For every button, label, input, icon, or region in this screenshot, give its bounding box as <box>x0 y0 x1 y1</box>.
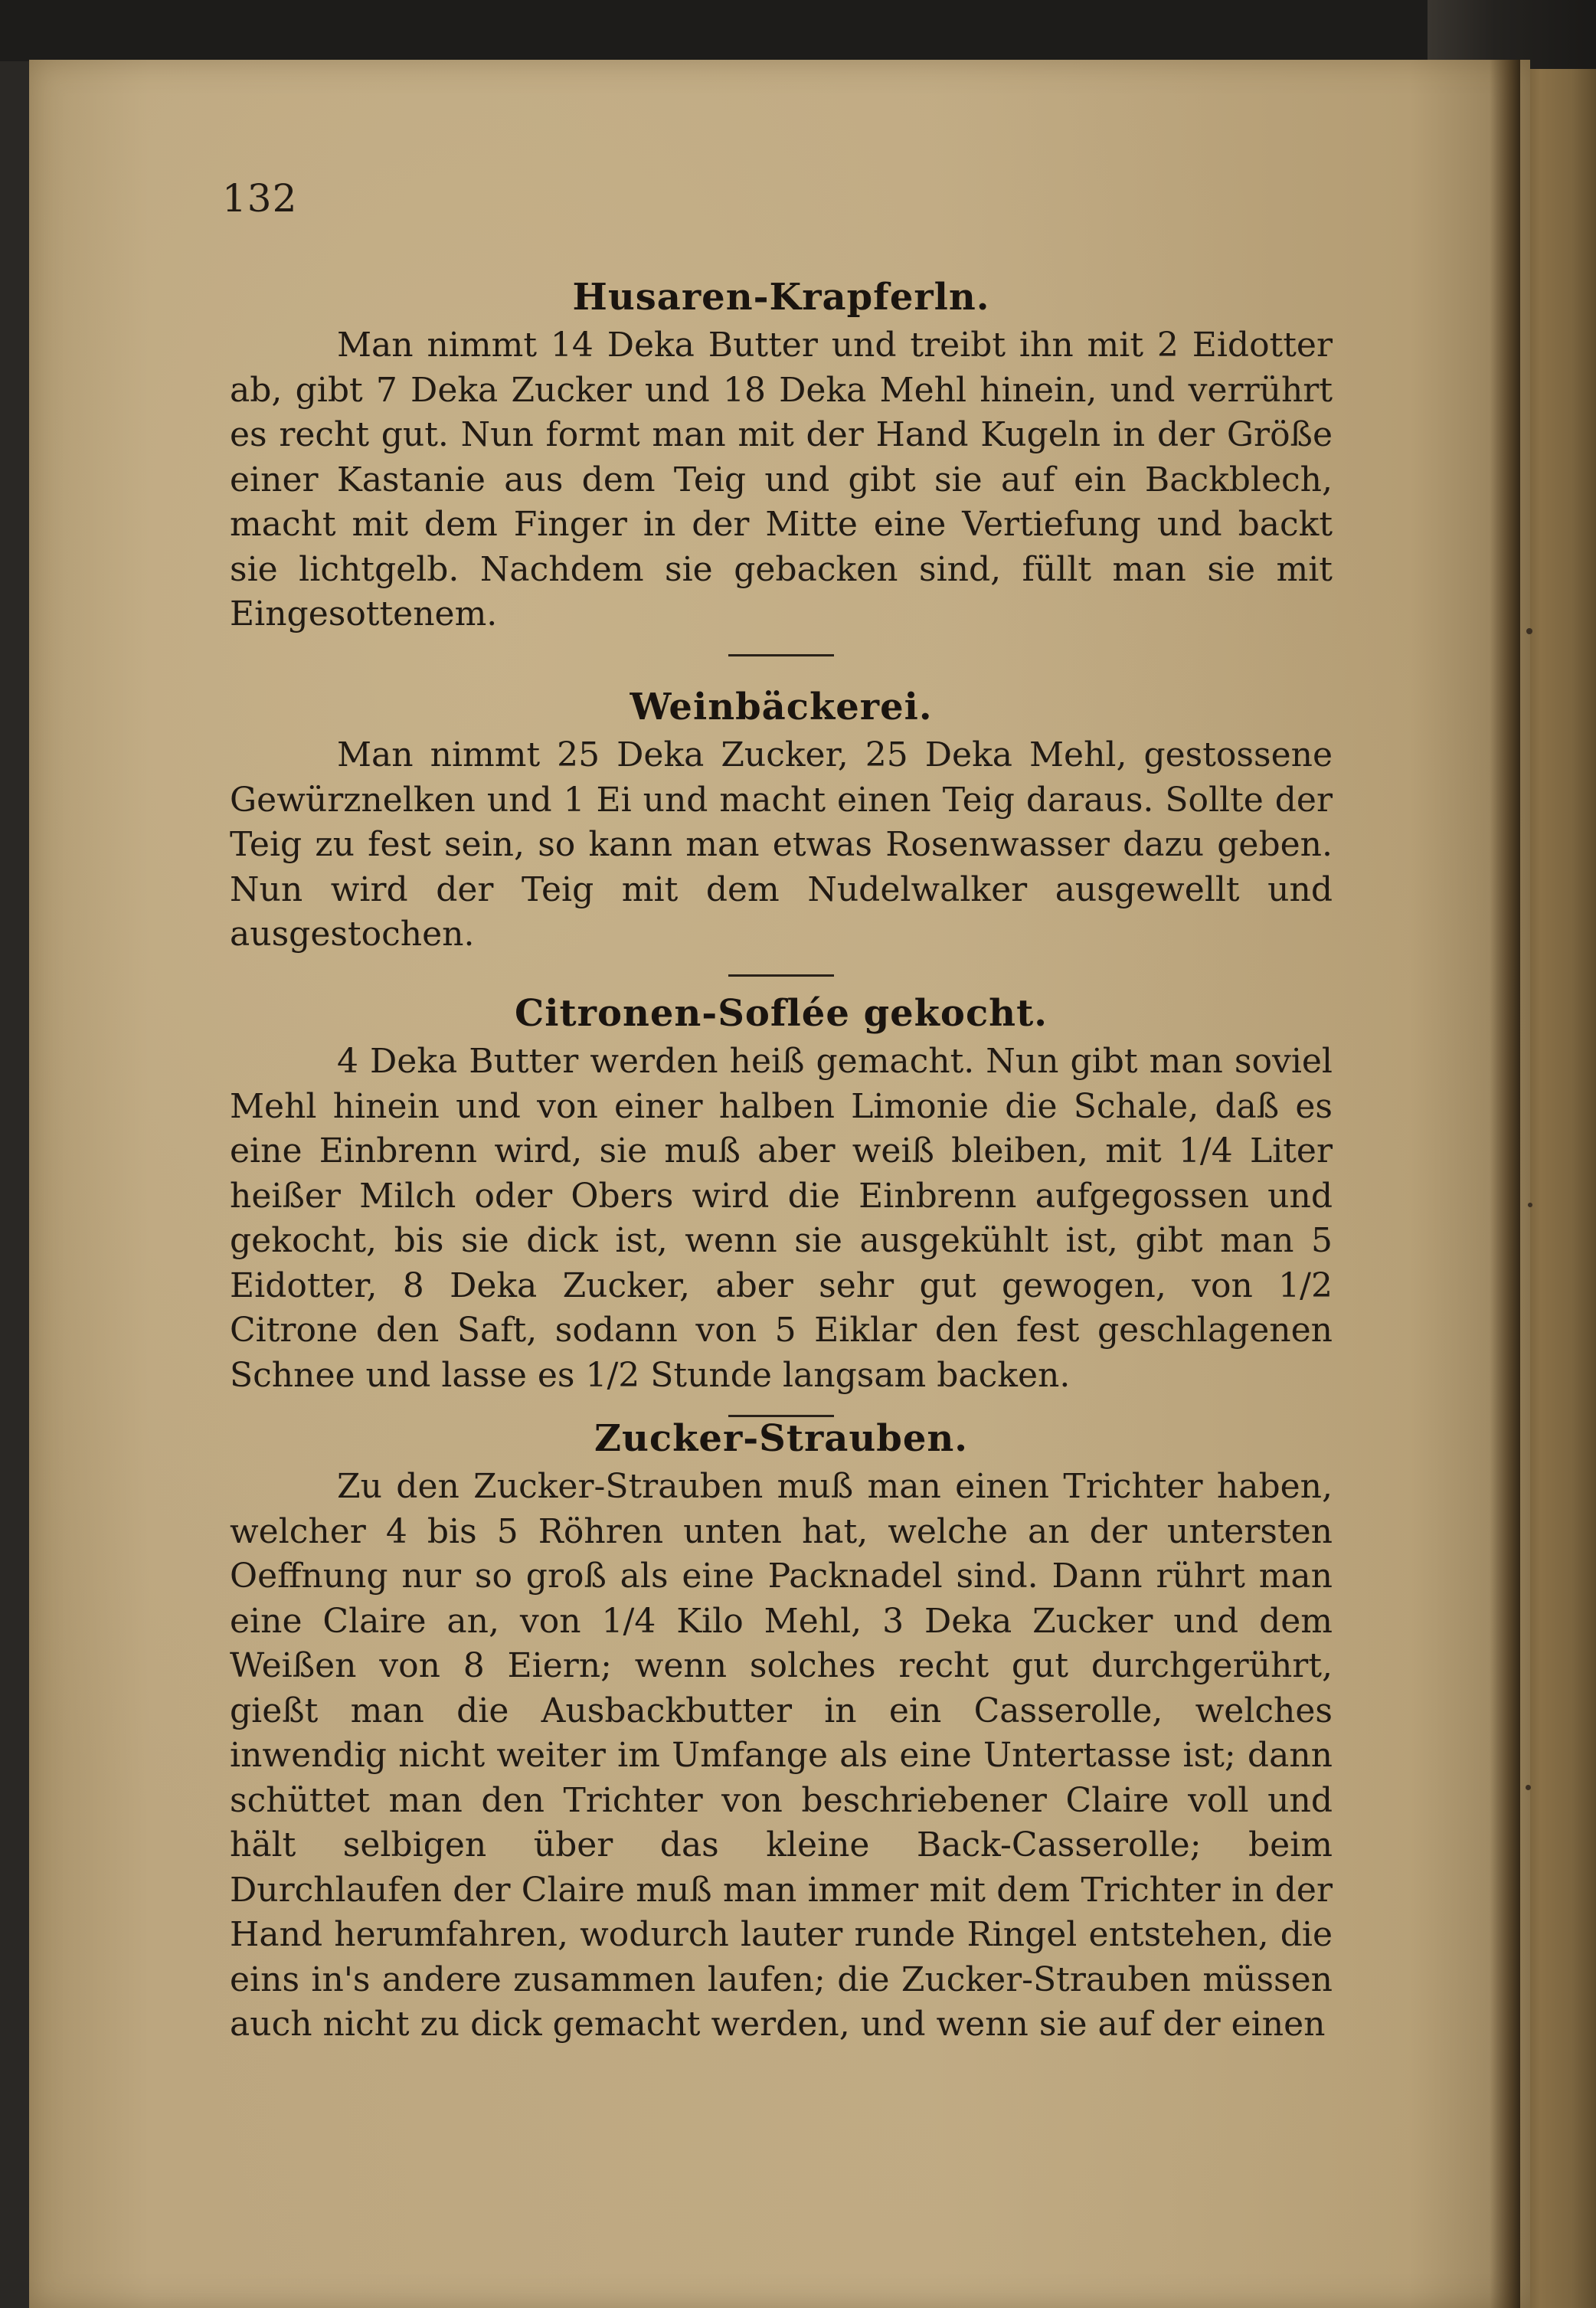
section-divider <box>728 654 834 656</box>
recipe-paragraph: Man nimmt 25 Deka Zucker, 25 Deka Mehl, gestossene Gewürznelken und 1 Ei und macht einen Teig daraus. Sollte der Teig zu fest sein, so kann man etwas Rosenwasser dazu geben. Nun wird der Teig mit dem Nudelwalker ausgewellt und ausgestochen. <box>230 735 1333 954</box>
recipe-husaren-krapferln <box>230 276 1333 670</box>
recipe-title: Weinbäckerei. <box>630 686 933 728</box>
recipe-paragraph: Man nimmt 14 Deka Butter und treibt ihn mit 2 Eidotter ab, gibt 7 Deka Zucker und 18 Deka Mehl hinein, und verrührt es recht gut. Nun formt man mit der Hand Kugeln in der Größe einer Kastanie aus dem Teig und gibt sie auf ein Backblech, macht mit dem Finger in der Mitte eine Vertiefung und backt sie lichtgelb. Nachdem sie gebacken sind, füllt man sie mit Eingesottenem. <box>230 326 1333 633</box>
recipe-text <box>230 1465 1333 2048</box>
recipe-title: Husaren-Krapferln. <box>572 276 990 319</box>
book-gutter <box>1490 60 1520 2308</box>
scan-background <box>0 0 1596 61</box>
recipe-citronen-soflee <box>230 992 1333 1431</box>
recipe-weinbaeckerei <box>230 686 1333 990</box>
paper-speck <box>1526 1785 1531 1790</box>
recipe-paragraph: 4 Deka Butter werden heiß gemacht. Nun gibt man soviel Mehl hinein und von einer halben Limonie die Schale, daß es eine Einbrenn wird, sie muß aber weiß bleiben, mit 1/4 Liter heißer Milch oder Obers wird die Einbrenn aufgegossen und gekocht, bis sie dick ist, wenn sie ausgekühlt ist, gibt man 5 Eidotter, 8 Deka Zucker, aber sehr gut gewogen, von 1/2 Citrone den Saft, sodann von 5 Eiklar den fest geschlagenen Schnee und lasse es 1/2 Stunde langsam backen. <box>230 1042 1333 1395</box>
recipe-zucker-strauben <box>230 1417 1333 2048</box>
recipe-paragraph: Zu den Zucker-Strauben muß man einen Trichter haben, welcher 4 bis 5 Röhren unten hat, welche an der untersten Oeffnung nur so groß als eine Packnadel sind. Dann rührt man eine Claire an, von 1/4 Kilo Mehl, 3 Deka Zucker und dem Weißen von 8 Eiern; wenn solches recht gut durchgerührt, gießt man die Ausbackbutter in ein Casserolle, welches inwendig nicht weiter im Umfange als eine Untertasse ist; dann schüttet man den Trichter von beschriebener Claire voll und hält selbigen über das kleine Back-Casserolle; beim Durchlaufen der Claire muß man immer mit dem Trichter in der Hand herumfahren, wodurch lauter runde Ringel entstehen, die eins in's andere zusammen laufen; die Zucker-Strauben müssen auch nicht zu dick gemacht werden, und wenn sie auf der einen <box>230 1467 1333 2044</box>
paper-speck <box>1528 1203 1532 1207</box>
paper-speck <box>1526 628 1532 634</box>
section-divider <box>728 974 834 977</box>
recipe-text <box>230 323 1333 637</box>
recipe-text <box>230 1039 1333 1398</box>
page-number: 132 <box>222 176 298 221</box>
recipe-title: Citronen-Soflée gekocht. <box>515 992 1048 1035</box>
recipe-text <box>230 733 1333 958</box>
recipe-title: Zucker-Strauben. <box>594 1417 968 1460</box>
